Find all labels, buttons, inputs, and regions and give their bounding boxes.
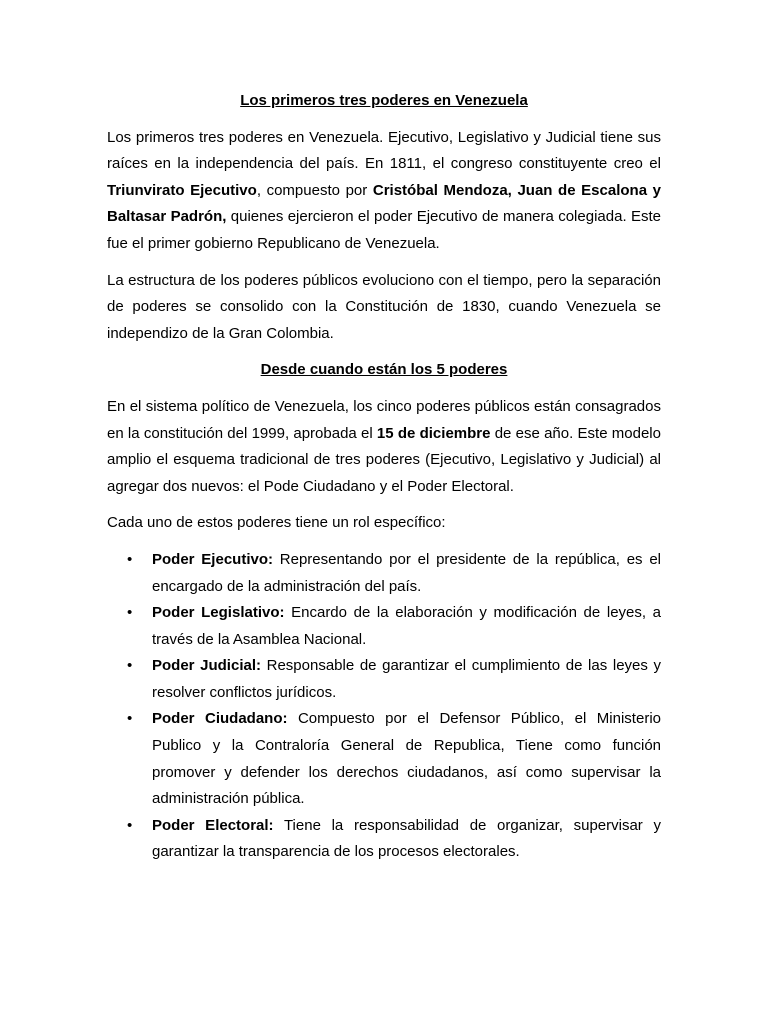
roles-list	[107, 547, 661, 866]
role-name: Poder Ejecutivo:	[152, 550, 273, 568]
list-item-poder-ejecutivo	[107, 547, 661, 600]
role-text: Representando por el presidente de la república, es el encargado de la administración del país.	[152, 550, 661, 595]
list-item-poder-judicial	[107, 653, 661, 706]
role-name: Poder Legislativo:	[152, 604, 285, 622]
paragraph-text: Los primeros tres poderes en Venezuela. Ejecutivo, Legislativo y Judicial tiene sus raíces en la independencia del país. En 1811, el congreso constituyente creo el	[107, 128, 661, 173]
section-title-primeros-poderes: Los primeros tres poderes en Venezuela	[240, 92, 528, 109]
paragraph-text: de ese año. Este modelo amplio el esquema tradicional de tres poderes (Ejecutivo, Legislativo y Judicial) al agregar dos nuevos: el Pode Ciudadano y el Poder Electoral.	[107, 424, 661, 495]
paragraph-text: , compuesto por	[256, 181, 373, 199]
bullet-icon: •	[127, 657, 133, 675]
list-item-poder-ciudadano	[107, 706, 661, 812]
bullet-icon: •	[127, 550, 133, 568]
role-text: Compuesto por el Defensor Público, el Ministerio Publico y la Contraloría General de Republica, Tiene como función promover y defender los derechos ciudadanos, así como supervisar la administración pública.	[152, 710, 661, 808]
role-text: Tiene la responsabilidad de organizar, supervisar y garantizar la transparencia de los procesos electorales.	[152, 816, 661, 861]
bullet-icon: •	[127, 816, 133, 834]
role-name: Poder Ciudadano:	[152, 710, 288, 728]
role-text: Responsable de garantizar el cumplimiento de las leyes y resolver conflictos jurídicos.	[152, 657, 662, 701]
bullet-icon: •	[127, 710, 133, 728]
paragraph-text: En el sistema político de Venezuela, los cinco poderes públicos están consagrados en la constitución del 1999, aprobada el	[107, 397, 661, 442]
bullet-icon: •	[127, 604, 133, 622]
role-name: Poder Electoral:	[152, 816, 274, 834]
role-name: Poder Judicial:	[152, 657, 261, 675]
bold-miembros-triunvirato: Cristóbal Mendoza, Juan de Escalona y Baltasar Padrón,	[107, 181, 661, 226]
list-item-poder-legislativo	[107, 600, 661, 653]
paragraph-evolucion-poderes: La estructura de los poderes públicos evoluciono con el tiempo, pero la separación de poderes se consolido con la Constitución de 1830, cuando Venezuela se independizo de la Gran Colombia.	[107, 271, 661, 342]
paragraph-text: quienes ejercieron el poder Ejecutivo de manera colegiada. Este fue el primer gobierno Republicano de Venezuela.	[107, 208, 661, 252]
paragraph-origen-poderes	[107, 125, 661, 258]
paragraph-constitucion-1999	[107, 394, 661, 500]
document-page	[107, 88, 661, 866]
list-item-poder-electoral	[107, 813, 661, 866]
paragraph-intro-roles: Cada uno de estos poderes tiene un rol específico:	[107, 514, 446, 532]
bold-triunvirato: Triunvirato Ejecutivo	[107, 181, 257, 199]
role-text: Encardo de la elaboración y modificación de leyes, a través de la Asamblea Nacional.	[152, 604, 662, 648]
bold-fecha: 15 de diciembre	[376, 424, 491, 442]
section-title-cinco-poderes: Desde cuando están los 5 poderes	[260, 361, 508, 379]
